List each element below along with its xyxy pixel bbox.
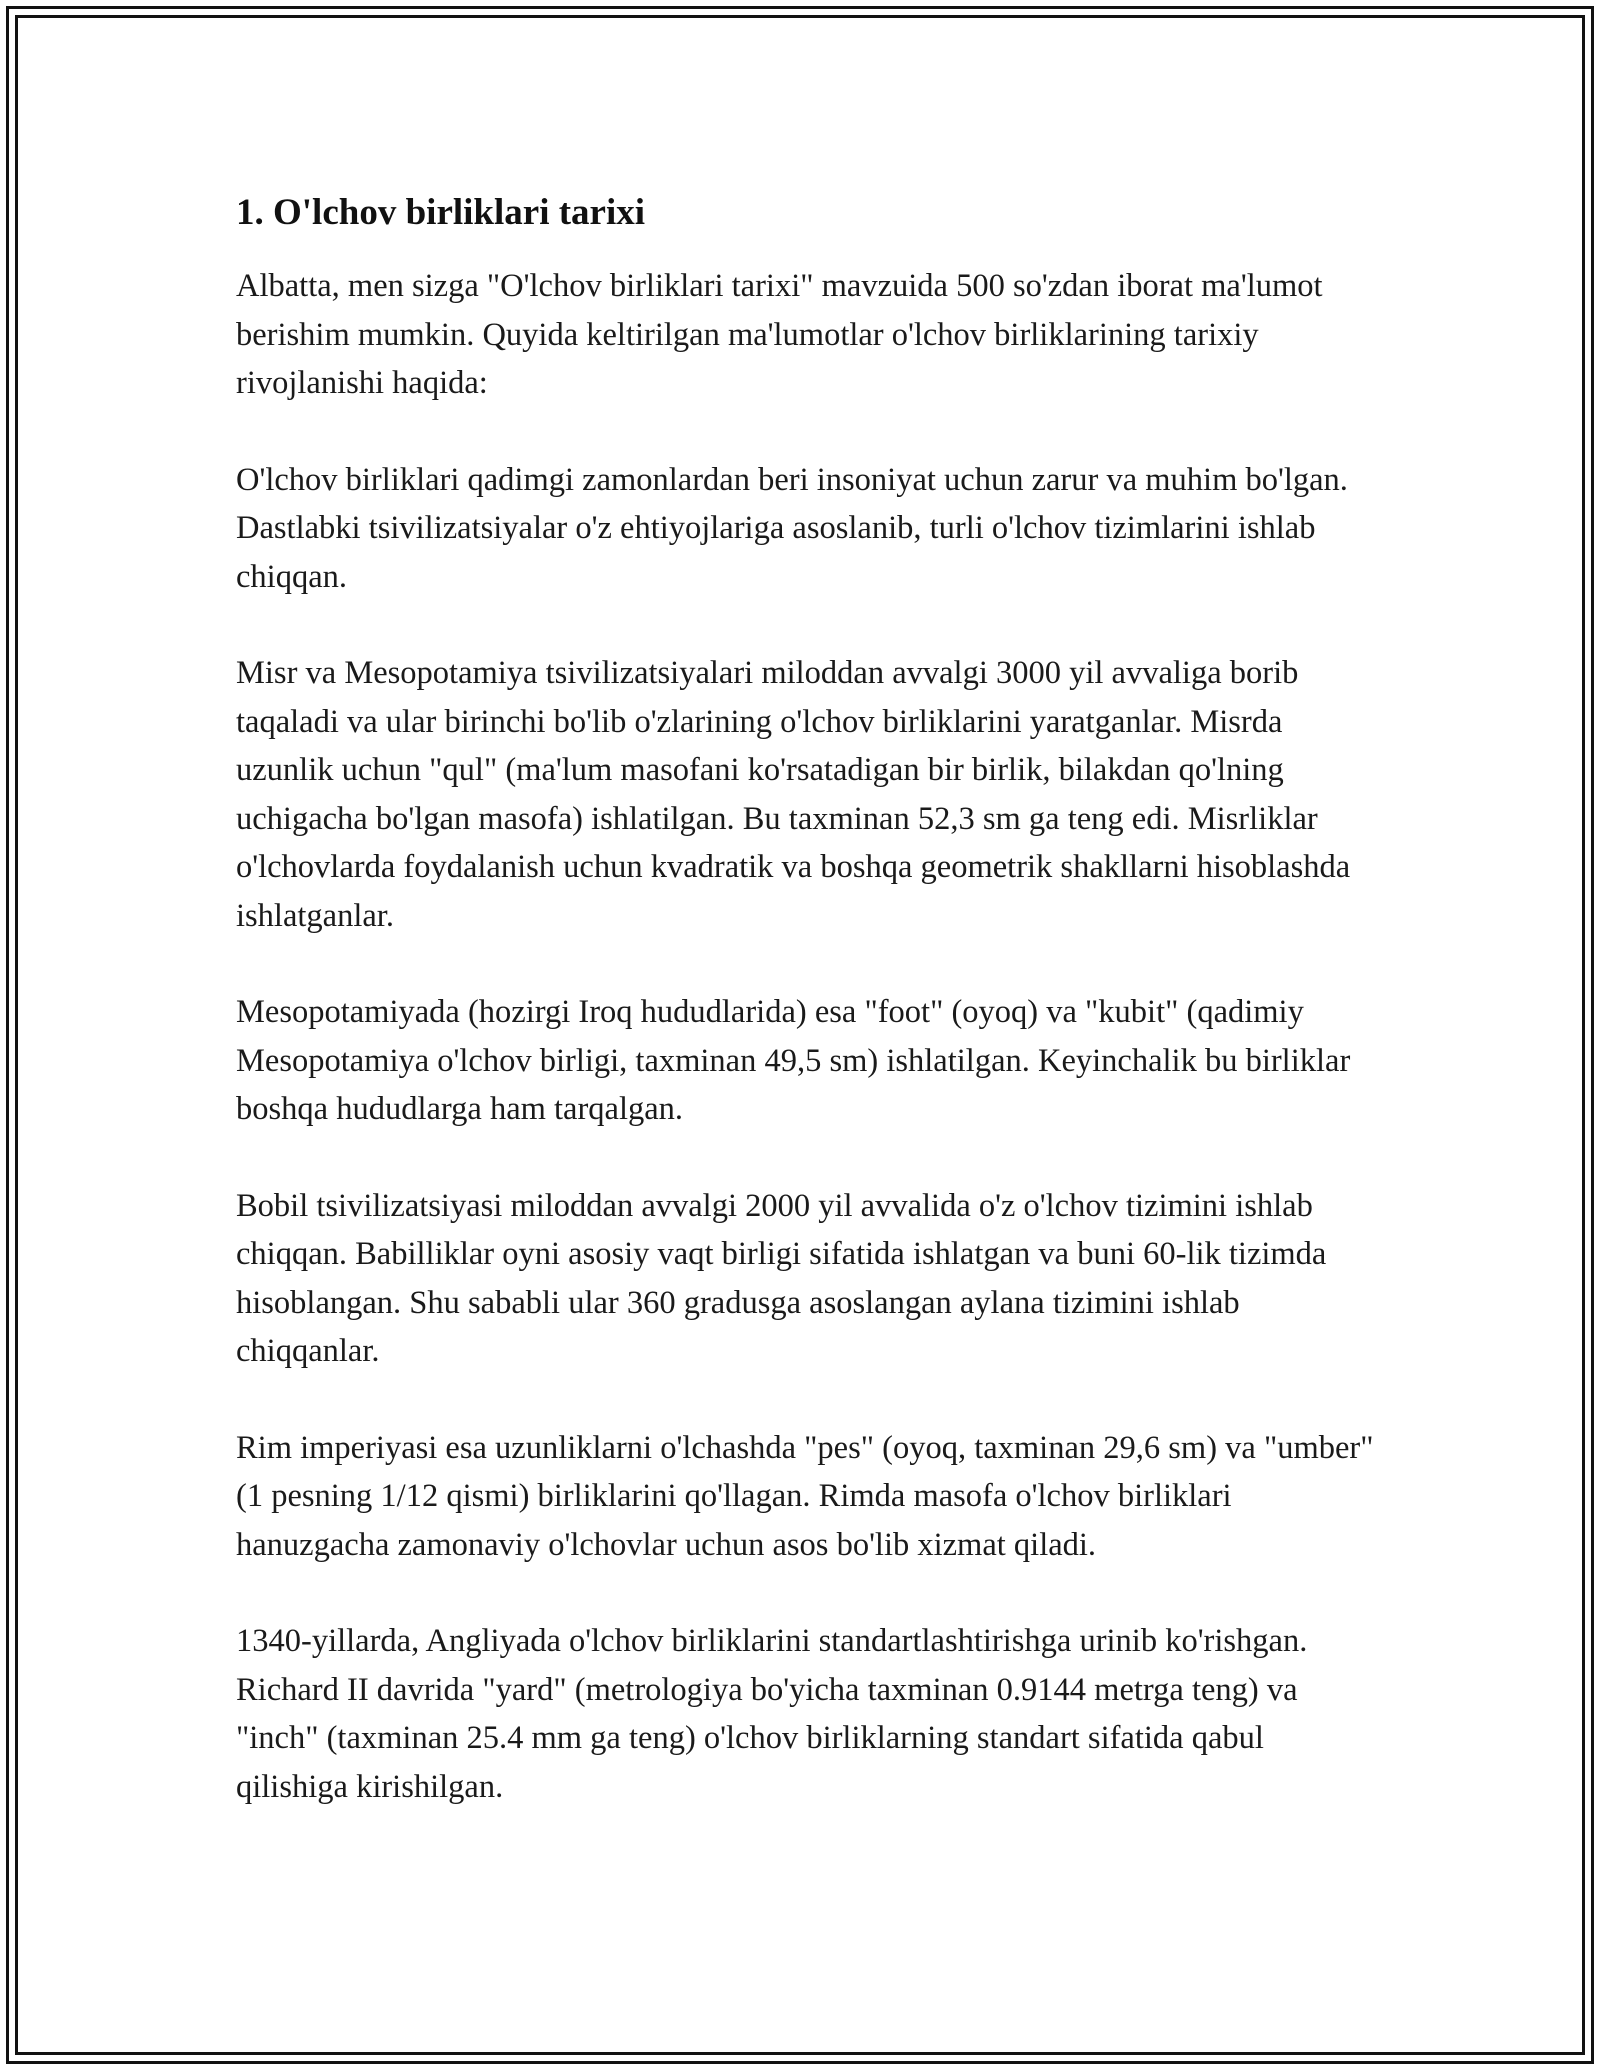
paragraph-mesopotamia-units: Mesopotamiyada (hozirgi Iroq hududlarida) esa "foot" (oyoq) va "kubit" (qadimiy Mesopotamiya o'lchov birligi, taxminan 49,5 sm) ishlatilgan. Keyinchalik bu birliklar boshqa hududlarga ham tarqalgan.: [236, 994, 1351, 1127]
paragraph-egypt-mesopotamia: Misr va Mesopotamiya tsivilizatsiyalari miloddan avvalgi 3000 yil avvaliga borib taqaladi va ular birinchi bo'lib o'zlarining o'lchov birliklarini yaratganlar. Misrda uzunlik uchun "qul" (ma'lum masofani ko'rsatadigan bir birlik, bilakdan qo'lning uchigacha bo'lgan masofa) ishlatilgan. Bu taxminan 52,3 sm ga teng edi. Misrliklar o'lchovlarda foydalanish uchun kvadratik va boshqa geometrik shakllarni hisoblashda ishlatganlar.: [236, 655, 1351, 934]
document-body: [236, 186, 1376, 1811]
paragraph-england: 1340-yillarda, Angliyada o'lchov birliklarini standartlashtirishga urinib ko'rishgan. Richard II davrida "yard" (metrologiya bo'yicha taxminan 0.9144 metrga teng) va "inch" (taxminan 25.4 mm ga teng) o'lchov birliklarning standart sifatida qabul qilishiga kirishilgan.: [236, 1623, 1308, 1805]
paragraph-rome: Rim imperiyasi esa uzunliklarni o'lchashda "pes" (oyoq, taxminan 29,6 sm) va "umber" (1 pesning 1/12 qismi) birliklarini qo'llagan. Rimda masofa o'lchov birliklari hanuzgacha zamonaviy o'lchovlar uchun asos bo'lib xizmat qiladi.: [236, 1429, 1374, 1563]
paragraph-babylon: Bobil tsivilizatsiyasi miloddan avvalgi 2000 yil avvalida o'z o'lchov tizimini ishlab chiqqan. Babilliklar oyni asosiy vaqt birligi sifatida ishlatgan va buni 60-lik tizimda hisoblangan. Shu sababli ular 360 gradusga asoslangan aylana tizimini ishlab chiqqanlar.: [236, 1187, 1327, 1369]
section-heading: 1. O'lchov birliklari tarixi: [236, 192, 646, 233]
paragraph-intro: Albatta, men sizga "O'lchov birliklari tarixi" mavzuida 500 so'zdan iborat ma'lumot berishim mumkin. Quyida keltirilgan ma'lumotlar o'lchov birliklarining tarixiy rivojlanishi haqida:: [236, 268, 1323, 401]
paragraph-ancient-need: O'lchov birliklari qadimgi zamonlardan beri insoniyat uchun zarur va muhim bo'lgan. Dastlabki tsivilizatsiyalar o'z ehtiyojlariga asoslanib, turli o'lchov tizimlarini ishlab chiqqan.: [236, 461, 1348, 595]
